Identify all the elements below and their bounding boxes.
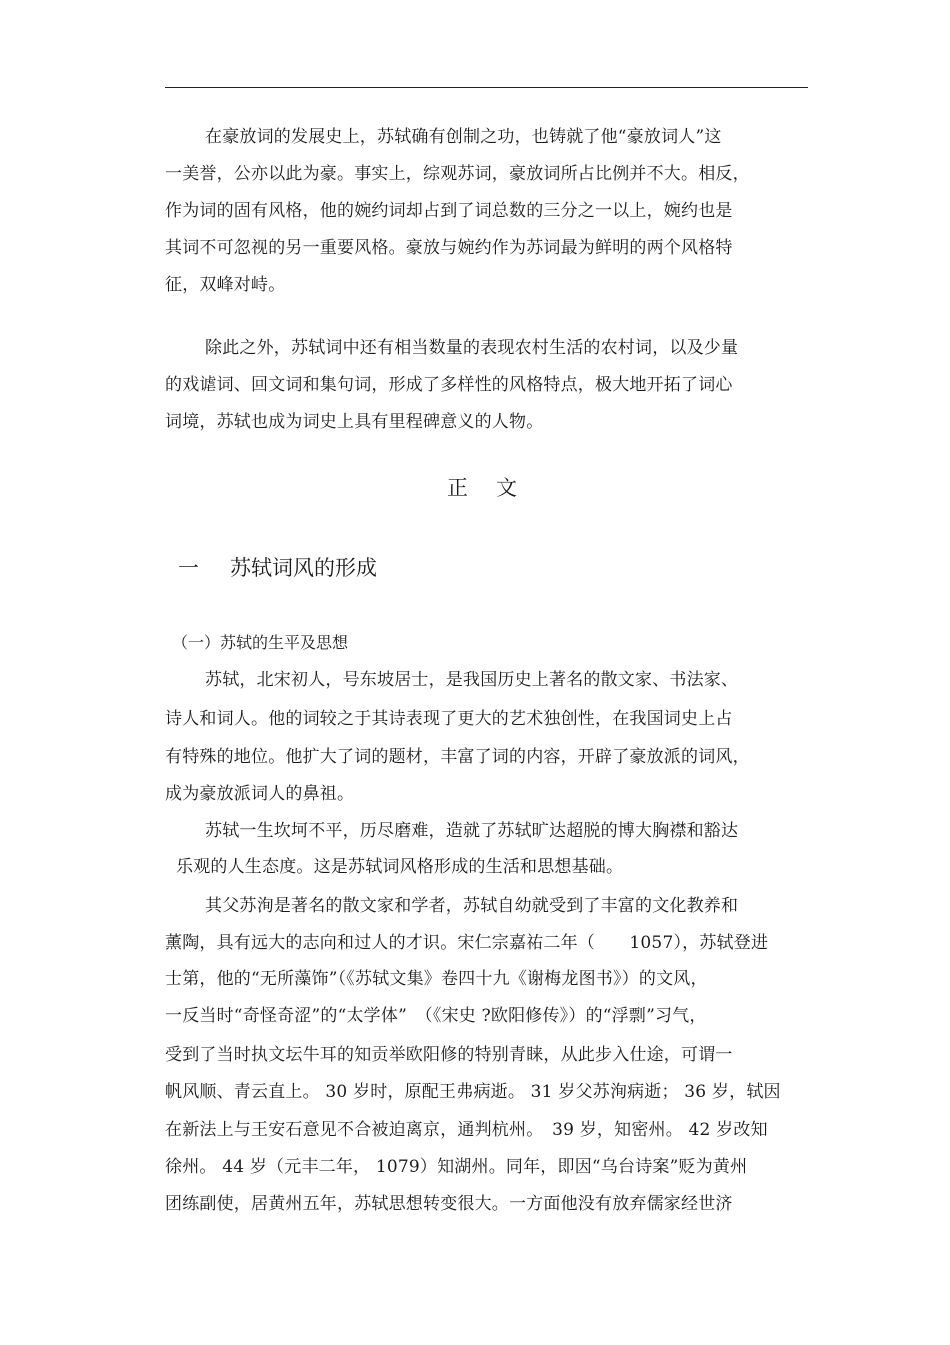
section-title bbox=[447, 475, 517, 501]
paragraph-line: 除此之外，苏轼词中还有相当数量的表现农村生活的农村词，以及少量 bbox=[205, 338, 739, 358]
paragraph-line: 士第，他的“无所藻饰”（《苏轼文集》卷四十九《谢梅龙图书》）的文风， bbox=[165, 969, 708, 989]
paragraph-line: 作为词的固有风格，他的婉约词却占到了词总数的三分之一以上，婉约也是 bbox=[165, 201, 733, 221]
paragraph-line: 征，双峰对峙。 bbox=[165, 275, 286, 295]
paragraph-line: 其父苏洵是著名的散文家和学者，苏轼自幼就受到了丰富的文化教养和 bbox=[205, 896, 739, 916]
paragraph-line: 薰陶，具有远大的志向和过人的才识。宋仁宗嘉祐二年（ 1057），苏轼登进 bbox=[165, 933, 769, 953]
paragraph-line: 有特殊的地位。他扩大了词的题材，丰富了词的内容，开辟了豪放派的词风， bbox=[165, 747, 750, 767]
paragraph-line: 一美誉，公亦以此为豪。事实上，综观苏词，豪放词所占比例并不大。相反， bbox=[165, 164, 750, 184]
header-rule bbox=[165, 87, 808, 88]
paragraph-line: 在新法上与王安石意见不合被迫离京，通判杭州。 39 岁，知密州。 42 岁改知 bbox=[165, 1120, 768, 1140]
paragraph-line: 诗人和词人。他的词较之于其诗表现了更大的艺术独创性，在我国词史上占 bbox=[165, 709, 733, 729]
paragraph-line: 的戏谑词、回文词和集句词，形成了多样性的风格特点，极大地开拓了词心 bbox=[165, 375, 733, 395]
paragraph-line: 一反当时“奇怪奇涩”的“太学体” （《宋史 ?欧阳修传》）的“浮剽”习气， bbox=[165, 1006, 707, 1026]
paragraph-line: 乐观的人生态度。这是苏轼词风格形成的生活和思想基础。 bbox=[176, 857, 624, 877]
paragraph-line: 受到了当时执文坛牛耳的知贡举欧阳修的特别青睐，从此步入仕途，可谓一 bbox=[165, 1045, 733, 1065]
paragraph-line: 在豪放词的发展史上，苏轼确有创制之功，也铸就了他“豪放词人”这 bbox=[205, 127, 722, 147]
subheading: （一）苏轼的生平及思想 bbox=[172, 633, 349, 652]
paragraph-line: 团练副使，居黄州五年，苏轼思想转变很大。一方面他没有放弃儒家经世济 bbox=[165, 1194, 733, 1214]
section-title-char: 正 bbox=[447, 476, 468, 500]
paragraph-line: 苏轼一生坎坷不平，历尽磨难，造就了苏轼旷达超脱的博大胸襟和豁达 bbox=[205, 821, 739, 841]
paragraph-line: 其词不可忽视的另一重要风格。豪放与婉约作为苏词最为鲜明的两个风格特 bbox=[165, 238, 733, 258]
section-title-char: 文 bbox=[496, 476, 517, 500]
chapter-number: 一 bbox=[178, 556, 199, 580]
paragraph-line: 成为豪放派词人的鼻祖。 bbox=[165, 784, 355, 804]
chapter-heading bbox=[178, 555, 377, 581]
paragraph-line: 徐州。 44 岁（元丰二年， 1079）知湖州。同年，即因“乌台诗案”贬为黄州 bbox=[165, 1157, 748, 1177]
chapter-title: 苏轼词风的形成 bbox=[230, 556, 377, 580]
paragraph-line: 词境，苏轼也成为词史上具有里程碑意义的人物。 bbox=[165, 412, 544, 432]
paragraph-line: 苏轼，北宋初人，号东坡居士，是我国历史上著名的散文家、书法家、 bbox=[205, 670, 739, 690]
paragraph-line: 帆风顺、青云直上。 30 岁时，原配王弗病逝。 31 岁父苏洵病逝； 36 岁，轼因 bbox=[165, 1082, 781, 1102]
